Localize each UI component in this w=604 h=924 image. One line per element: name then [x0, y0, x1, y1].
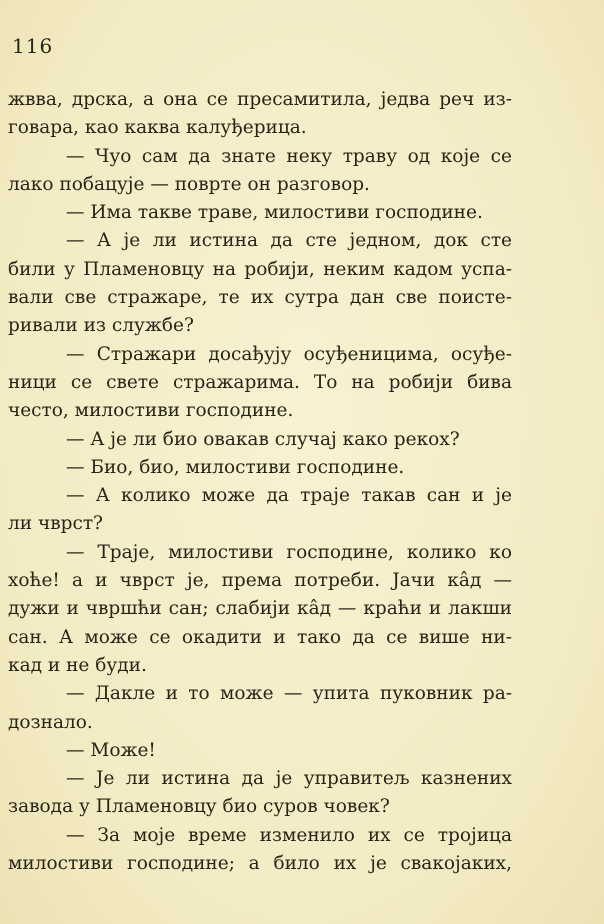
- body-text: [8, 86, 512, 878]
- text-line: лако побацује — поврте он разговор.: [8, 173, 370, 195]
- text-line: — Може!: [66, 739, 156, 761]
- text-line: — Био, био, милостиви господине.: [66, 456, 405, 478]
- text-line: — За моје време изменило их се тројица: [66, 824, 512, 846]
- text-line: често, милостиви господине.: [8, 400, 294, 422]
- text-line: милостиви господине; а било их је свакојаких,: [8, 853, 512, 875]
- text-line: дужи и чвршћи сан; слабији кâд — краћи и лакши: [8, 598, 512, 620]
- text-line: — Има такве траве, милостиви господине.: [66, 202, 483, 224]
- page-number: 116: [12, 34, 54, 58]
- text-line: ривали из службе?: [8, 315, 194, 337]
- text-line: — Дакле и то може — упита пуковник ра-: [66, 683, 512, 705]
- text-line: — А колико може да траје такав сан и је: [66, 485, 512, 507]
- text-line: ници се свете стражарима. То на робији бива: [8, 371, 512, 393]
- text-line: хоће! а и чврст је, према потреби. Јачи кâд —: [8, 570, 512, 592]
- text-line: кад и не буди.: [8, 654, 147, 676]
- text-line: ли чврст?: [8, 513, 103, 535]
- text-line: — Је ли истина да је управитељ казнених: [66, 768, 512, 790]
- text-line: — Траје, милостиви господине, колико ко: [66, 541, 512, 563]
- text-line: дознало.: [8, 711, 93, 733]
- text-line: били у Пламеновцу на робији, неким кадом успа-: [8, 258, 512, 280]
- text-line: — А је ли истина да сте једном, док сте: [66, 230, 512, 252]
- text-line: вали све стражаре, те их сутра дан све поисте-: [8, 287, 512, 309]
- text-line: сан. А може се окадити и тако да се више ни-: [8, 626, 512, 648]
- text-line: говара, као каква калуђерица.: [8, 117, 307, 139]
- text-line: — Стражари досађују осуђеницима, осуђе-: [66, 343, 512, 365]
- text-line: — А је ли био овакав случај како рекох?: [66, 428, 460, 450]
- text-line: — Чуо сам да знате неку траву од које се: [66, 145, 512, 167]
- text-line: завода у Пламеновцу био суров човек?: [8, 796, 390, 818]
- text-line: жвва, дрска, а она се пресамитила, једва реч из-: [8, 89, 512, 110]
